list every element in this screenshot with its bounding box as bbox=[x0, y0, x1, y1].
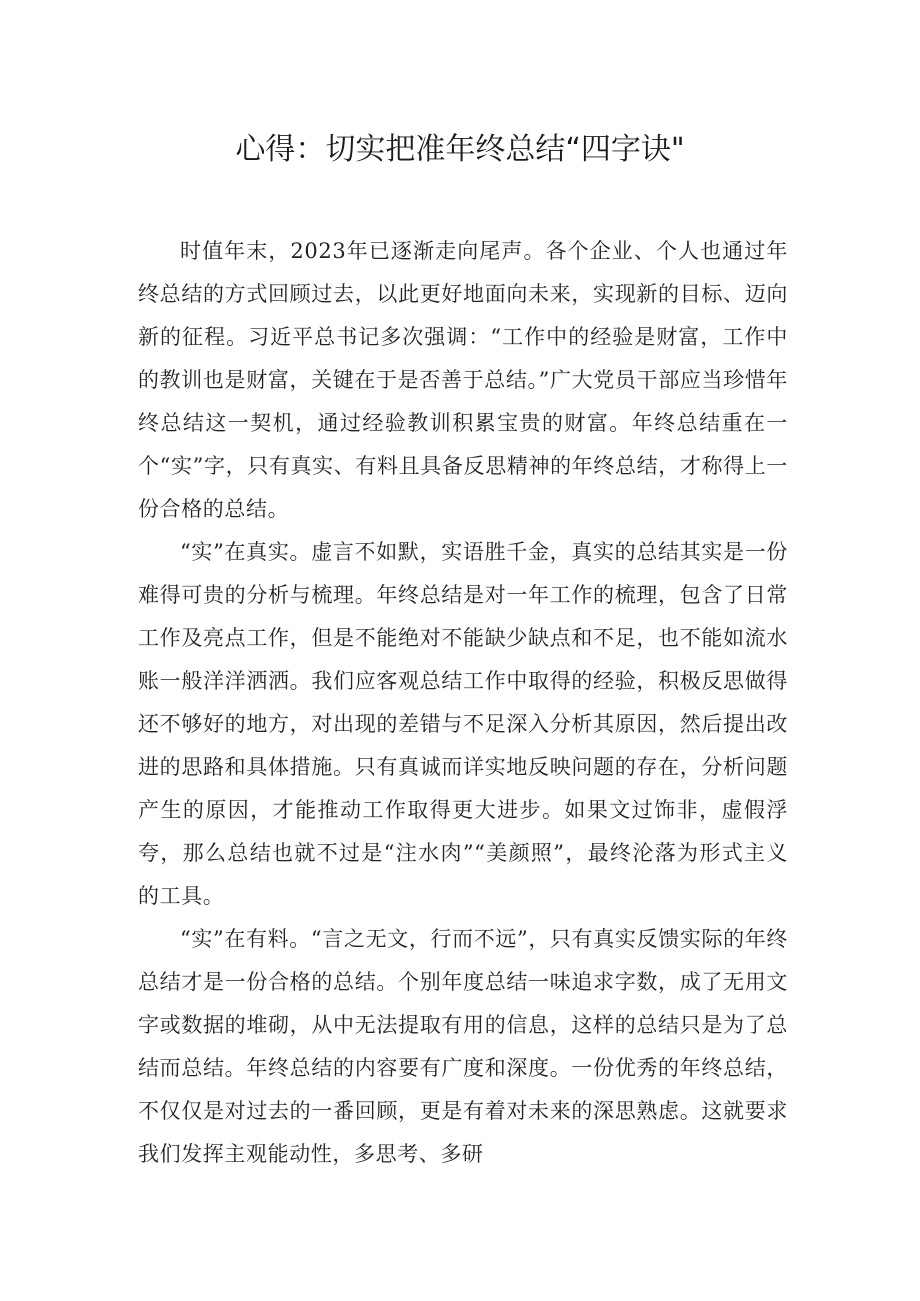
paragraph-substance: “实”在有料。“言之无文，行而不远”，只有真实反馈实际的年终总结才是一份合格的总结。个别年度总结一味追求字数，成了无用文字或数据的堆砌，从中无法提取有用的信息，这样的总结只是为了总结而总结。年终总结的内容要有广度和深度。一份优秀的年终总结，不仅仅是对过去的一番回顾，更是有着对未来的深思熟虑。这就要求我们发挥主观能动性，多思考、多研 bbox=[138, 927, 788, 1166]
paragraph-truthful: “实”在真实。虚言不如默，实语胜千金，真实的总结其实是一份难得可贵的分析与梳理。年终总结是对一年工作的梳理，包含了日常工作及亮点工作，但是不能绝对不能缺少缺点和不足，也不能如流水账一般洋洋洒洒。我们应客观总结工作中取得的经验，积极反思做得还不够好的地方，对出现的差错与不足深入分析其原因，然后提出改进的思路和具体措施。只有真诚而详实地反映问题的存在，分析问题产生的原因，才能推动工作取得更大进步。如果文过饰非，虚假浮夸，那么总结也就不过是“注水肉”“美颜照”，最终沦落为形式主义的工具。 bbox=[138, 540, 788, 908]
document-title: 心得：切实把准年终总结“四字诀" bbox=[235, 132, 685, 167]
document-body bbox=[138, 230, 788, 1176]
paragraph-intro: 时值年末，2023年已逐渐走向尾声。各个企业、个人也通过年终总结的方式回顾过去，以此更好地面向未来，实现新的目标、迈向新的征程。习近平总书记多次强调：“工作中的经验是财富，工作中的教训也是财富，关键在于是否善于总结。”广大党员干部应当珍惜年终总结这一契机，通过经验教训积累宝贵的财富。年终总结重在一个“实”字，只有真实、有料且具备反思精神的年终总结，才称得上一份合格的总结。 bbox=[138, 239, 788, 521]
